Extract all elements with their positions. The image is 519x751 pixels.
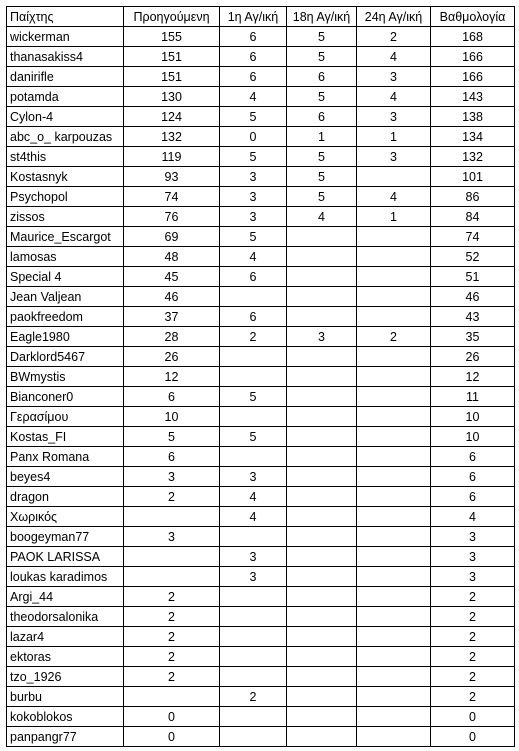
col-header-round-24: 24η Αγ/ική [357,7,431,27]
round-18-points-cell: 5 [287,187,357,207]
round-18-points-cell [287,247,357,267]
round-18-points-cell [287,547,357,567]
total-points-cell: 12 [431,367,515,387]
total-points-cell: 6 [431,447,515,467]
total-points-cell: 2 [431,687,515,707]
total-points-cell: 43 [431,307,515,327]
col-header-total: Βαθμολογία [431,7,515,27]
round-24-points-cell [357,647,431,667]
round-18-points-cell [287,367,357,387]
previous-points-cell: 155 [124,27,220,47]
col-header-previous: Προηγούμενη [124,7,220,27]
round-24-points-cell: 2 [357,327,431,347]
table-row [7,187,515,207]
previous-points-cell: 3 [124,527,220,547]
round-1-points-cell [220,367,287,387]
previous-points-cell: 69 [124,227,220,247]
player-name-cell: PAOK LARISSA [7,547,124,567]
previous-points-cell [124,547,220,567]
round-18-points-cell [287,667,357,687]
table-row [7,607,515,627]
player-name-cell: ektoras [7,647,124,667]
previous-points-cell: 2 [124,647,220,667]
player-name-cell: Γερασίμου [7,407,124,427]
player-name-cell: Maurice_Escargot [7,227,124,247]
round-18-points-cell [287,387,357,407]
player-name-cell: Panx Romana [7,447,124,467]
player-name-cell: paokfreedom [7,307,124,327]
player-name-cell: danirifle [7,67,124,87]
header-row [7,7,515,27]
total-points-cell: 6 [431,487,515,507]
table-row [7,467,515,487]
round-1-points-cell: 4 [220,87,287,107]
total-points-cell: 74 [431,227,515,247]
round-24-points-cell: 4 [357,187,431,207]
previous-points-cell: 45 [124,267,220,287]
round-18-points-cell [287,267,357,287]
round-1-points-cell: 3 [220,167,287,187]
round-18-points-cell [287,587,357,607]
total-points-cell: 4 [431,507,515,527]
previous-points-cell: 26 [124,347,220,367]
round-1-points-cell: 5 [220,387,287,407]
previous-points-cell: 3 [124,467,220,487]
table-row [7,387,515,407]
round-18-points-cell: 3 [287,327,357,347]
round-24-points-cell [357,587,431,607]
round-18-points-cell [287,687,357,707]
round-24-points-cell: 1 [357,127,431,147]
total-points-cell: 86 [431,187,515,207]
round-1-points-cell: 4 [220,487,287,507]
previous-points-cell: 12 [124,367,220,387]
player-name-cell: theodorsalonika [7,607,124,627]
table-row [7,667,515,687]
round-1-points-cell [220,647,287,667]
round-1-points-cell: 5 [220,427,287,447]
round-24-points-cell [357,387,431,407]
previous-points-cell: 0 [124,727,220,747]
table-row [7,527,515,547]
table-row [7,107,515,127]
total-points-cell: 26 [431,347,515,367]
previous-points-cell: 2 [124,487,220,507]
total-points-cell: 143 [431,87,515,107]
player-name-cell: loukas karadimos [7,567,124,587]
round-24-points-cell [357,227,431,247]
previous-points-cell: 124 [124,107,220,127]
table-row [7,407,515,427]
player-name-cell: Bianconer0 [7,387,124,407]
round-18-points-cell [287,567,357,587]
total-points-cell: 2 [431,587,515,607]
previous-points-cell: 28 [124,327,220,347]
player-name-cell: thanasakiss4 [7,47,124,67]
round-1-points-cell: 3 [220,207,287,227]
round-1-points-cell: 3 [220,567,287,587]
round-24-points-cell [357,347,431,367]
total-points-cell: 46 [431,287,515,307]
round-1-points-cell [220,667,287,687]
table-row [7,327,515,347]
player-name-cell: burbu [7,687,124,707]
player-name-cell: tzo_1926 [7,667,124,687]
round-1-points-cell: 5 [220,147,287,167]
round-24-points-cell: 4 [357,47,431,67]
total-points-cell: 168 [431,27,515,47]
player-name-cell: abc_o_ karpouzas [7,127,124,147]
total-points-cell: 2 [431,667,515,687]
previous-points-cell: 2 [124,587,220,607]
round-24-points-cell [357,727,431,747]
round-1-points-cell: 5 [220,107,287,127]
previous-points-cell: 37 [124,307,220,327]
round-24-points-cell [357,567,431,587]
total-points-cell: 0 [431,707,515,727]
previous-points-cell: 151 [124,67,220,87]
col-header-round-1: 1η Αγ/ική [220,7,287,27]
round-18-points-cell [287,447,357,467]
round-18-points-cell [287,647,357,667]
round-18-points-cell [287,607,357,627]
player-name-cell: st4this [7,147,124,167]
table-row [7,727,515,747]
round-18-points-cell [287,507,357,527]
total-points-cell: 3 [431,527,515,547]
col-header-round-18: 18η Αγ/ική [287,7,357,27]
col-header-player: Παίχτης [7,7,124,27]
total-points-cell: 2 [431,607,515,627]
table-row [7,347,515,367]
round-24-points-cell [357,367,431,387]
round-18-points-cell [287,347,357,367]
round-18-points-cell: 6 [287,107,357,127]
player-name-cell: zissos [7,207,124,227]
table-row [7,287,515,307]
player-name-cell: Cylon-4 [7,107,124,127]
round-18-points-cell [287,727,357,747]
table-row [7,427,515,447]
previous-points-cell: 2 [124,627,220,647]
total-points-cell: 3 [431,547,515,567]
table-row [7,227,515,247]
round-24-points-cell [357,687,431,707]
player-name-cell: Eagle1980 [7,327,124,347]
round-18-points-cell [287,487,357,507]
previous-points-cell [124,567,220,587]
round-18-points-cell: 1 [287,127,357,147]
round-24-points-cell [357,427,431,447]
round-24-points-cell [357,267,431,287]
round-1-points-cell [220,407,287,427]
player-name-cell: lamosas [7,247,124,267]
player-name-cell: lazar4 [7,627,124,647]
player-name-cell: Kostasnyk [7,167,124,187]
round-24-points-cell [357,407,431,427]
player-name-cell: Χωρικός [7,507,124,527]
table-row [7,27,515,47]
previous-points-cell: 130 [124,87,220,107]
round-24-points-cell: 2 [357,27,431,47]
previous-points-cell: 151 [124,47,220,67]
table-row [7,707,515,727]
total-points-cell: 6 [431,467,515,487]
total-points-cell: 132 [431,147,515,167]
player-name-cell: kokoblokos [7,707,124,727]
player-name-cell: panpangr77 [7,727,124,747]
round-18-points-cell [287,427,357,447]
round-1-points-cell: 5 [220,227,287,247]
table-row [7,147,515,167]
total-points-cell: 51 [431,267,515,287]
round-18-points-cell [287,227,357,247]
previous-points-cell: 0 [124,707,220,727]
table-row [7,207,515,227]
table-row [7,167,515,187]
player-name-cell: Darklord5467 [7,347,124,367]
round-24-points-cell [357,307,431,327]
total-points-cell: 0 [431,727,515,747]
player-name-cell: boogeyman77 [7,527,124,547]
previous-points-cell: 48 [124,247,220,267]
total-points-cell: 52 [431,247,515,267]
previous-points-cell: 46 [124,287,220,307]
total-points-cell: 10 [431,407,515,427]
total-points-cell: 11 [431,387,515,407]
previous-points-cell: 132 [124,127,220,147]
round-1-points-cell: 4 [220,507,287,527]
round-18-points-cell: 5 [287,47,357,67]
player-name-cell: beyes4 [7,467,124,487]
table-row [7,647,515,667]
total-points-cell: 138 [431,107,515,127]
round-18-points-cell [287,407,357,427]
round-1-points-cell: 6 [220,27,287,47]
total-points-cell: 166 [431,47,515,67]
round-1-points-cell [220,447,287,467]
total-points-cell: 2 [431,647,515,667]
player-name-cell: Argi_44 [7,587,124,607]
round-24-points-cell [357,447,431,467]
table-row [7,367,515,387]
table-row [7,587,515,607]
player-name-cell: potamda [7,87,124,107]
total-points-cell: 84 [431,207,515,227]
round-24-points-cell [357,667,431,687]
round-1-points-cell [220,707,287,727]
round-1-points-cell [220,347,287,367]
round-24-points-cell [357,527,431,547]
previous-points-cell: 6 [124,387,220,407]
round-1-points-cell: 6 [220,307,287,327]
table-row [7,627,515,647]
total-points-cell: 166 [431,67,515,87]
player-name-cell: Psychopol [7,187,124,207]
round-24-points-cell [357,607,431,627]
round-18-points-cell [287,707,357,727]
table-row [7,507,515,527]
round-1-points-cell: 3 [220,187,287,207]
round-1-points-cell: 0 [220,127,287,147]
previous-points-cell: 10 [124,407,220,427]
table-row [7,127,515,147]
round-1-points-cell: 6 [220,47,287,67]
round-18-points-cell: 5 [287,167,357,187]
round-18-points-cell: 5 [287,147,357,167]
previous-points-cell: 5 [124,427,220,447]
round-1-points-cell [220,287,287,307]
round-1-points-cell [220,527,287,547]
standings-table [6,6,515,747]
table-row [7,687,515,707]
previous-points-cell: 2 [124,607,220,627]
total-points-cell: 101 [431,167,515,187]
round-24-points-cell [357,507,431,527]
table-row [7,307,515,327]
total-points-cell: 134 [431,127,515,147]
table-row [7,67,515,87]
round-18-points-cell [287,287,357,307]
round-24-points-cell: 1 [357,207,431,227]
total-points-cell: 2 [431,627,515,647]
table-row [7,87,515,107]
round-1-points-cell [220,627,287,647]
round-24-points-cell [357,627,431,647]
round-24-points-cell: 4 [357,87,431,107]
player-name-cell: dragon [7,487,124,507]
round-18-points-cell: 5 [287,87,357,107]
round-18-points-cell [287,627,357,647]
previous-points-cell [124,687,220,707]
round-24-points-cell [357,167,431,187]
round-1-points-cell: 3 [220,467,287,487]
player-name-cell: Special 4 [7,267,124,287]
round-1-points-cell: 2 [220,327,287,347]
previous-points-cell [124,507,220,527]
round-24-points-cell [357,707,431,727]
round-1-points-cell [220,607,287,627]
previous-points-cell: 2 [124,667,220,687]
round-18-points-cell: 4 [287,207,357,227]
previous-points-cell: 6 [124,447,220,467]
previous-points-cell: 93 [124,167,220,187]
round-1-points-cell: 2 [220,687,287,707]
previous-points-cell: 74 [124,187,220,207]
round-24-points-cell [357,467,431,487]
player-name-cell: BWmystis [7,367,124,387]
round-24-points-cell [357,547,431,567]
previous-points-cell: 119 [124,147,220,167]
table-row [7,547,515,567]
table-row [7,267,515,287]
round-18-points-cell [287,307,357,327]
table-row [7,47,515,67]
round-1-points-cell: 6 [220,67,287,87]
round-18-points-cell: 5 [287,27,357,47]
round-1-points-cell: 6 [220,267,287,287]
round-18-points-cell: 6 [287,67,357,87]
round-18-points-cell [287,467,357,487]
round-18-points-cell [287,527,357,547]
round-24-points-cell [357,487,431,507]
round-24-points-cell: 3 [357,107,431,127]
round-1-points-cell: 4 [220,247,287,267]
total-points-cell: 35 [431,327,515,347]
player-name-cell: Kostas_FI [7,427,124,447]
table-row [7,247,515,267]
round-1-points-cell: 3 [220,547,287,567]
player-name-cell: Jean Valjean [7,287,124,307]
total-points-cell: 10 [431,427,515,447]
previous-points-cell: 76 [124,207,220,227]
round-1-points-cell [220,587,287,607]
total-points-cell: 3 [431,567,515,587]
round-24-points-cell [357,287,431,307]
player-name-cell: wickerman [7,27,124,47]
table-row [7,487,515,507]
round-1-points-cell [220,727,287,747]
round-24-points-cell: 3 [357,147,431,167]
table-row [7,567,515,587]
table-row [7,447,515,467]
round-24-points-cell [357,247,431,267]
round-24-points-cell: 3 [357,67,431,87]
